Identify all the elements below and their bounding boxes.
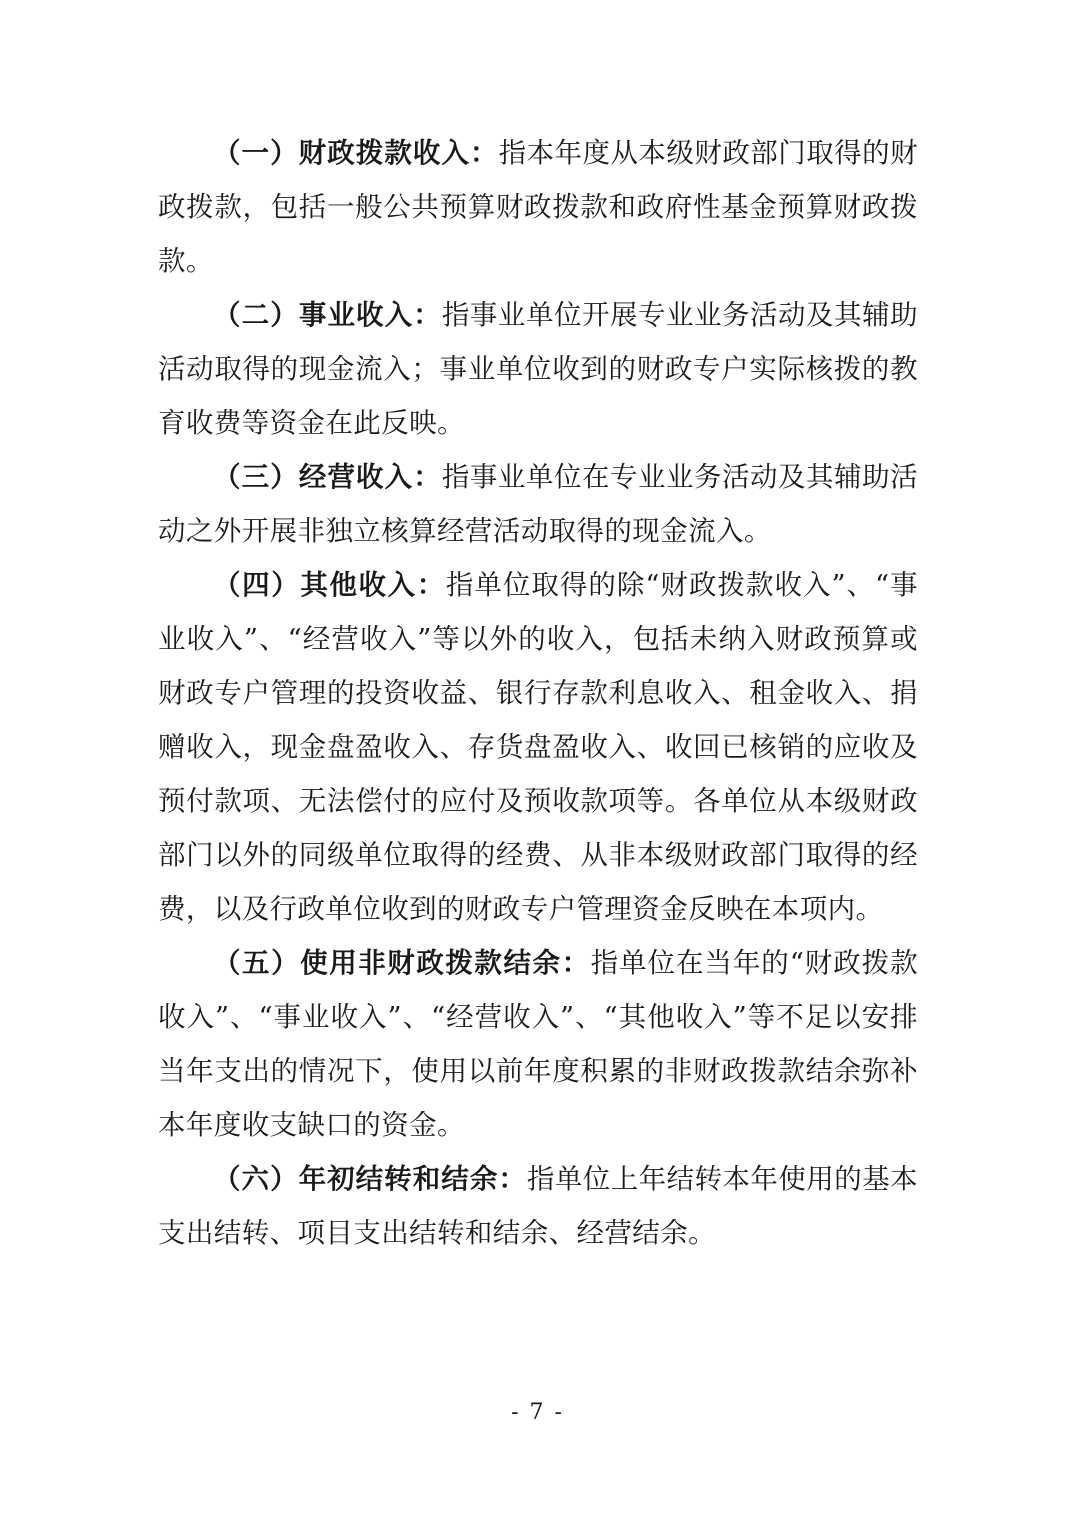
paragraph-3-body: 指事业单位在专业业务活动及其辅助活动之外开展非独立核算经营活动取得的现金流入。 [158,461,918,547]
paragraph-1-lead: （一）财政拨款收入： [213,137,499,169]
paragraph-1-body: 指本年度从本级财政部门取得的财政拨款，包括一般公共预算财政拨款和政府性基金预算财政拨款。 [158,137,918,277]
paragraph-6 [158,1152,918,1260]
paragraph-1 [158,126,918,288]
paragraph-5 [158,936,918,1152]
paragraph-3 [158,450,918,558]
paragraph-2-lead: （二）事业收入： [213,299,442,331]
paragraph-2 [158,288,918,450]
paragraph-2-body: 指事业单位开展专业业务活动及其辅助活动取得的现金流入；事业单位收到的财政专户实际核拨的教育收费等资金在此反映。 [158,299,918,439]
paragraph-4-lead: （四）其他收入： [213,569,446,601]
paragraph-3-lead: （三）经营收入： [213,461,442,493]
paragraph-6-lead: （六）年初结转和结余： [213,1163,527,1195]
paragraph-4 [158,558,918,936]
paragraph-5-lead: （五）使用非财政拨款结余： [213,947,591,979]
paragraph-5-body: 指单位在当年的“财政拨款收入”、“事业收入”、“经营收入”、“其他收入”等不足以安排当年支出的情况下，使用以前年度积累的非财政拨款结余弥补本年度收支缺口的资金。 [158,947,919,1141]
paragraph-6-body: 指单位上年结转本年使用的基本支出结转、项目支出结转和结余、经营结余。 [158,1163,919,1249]
paragraph-4-body: 指单位取得的除“财政拨款收入”、“事业收入”、“经营收入”等以外的收入，包括未纳入财政预算或财政专户管理的投资收益、银行存款利息收入、租金收入、捐赠收入，现金盘盈收入、存货盘盈收入、收回已核销的应收及预付款项、无法偿付的应付及预收款项等。各单位从本级财政部门以外的同级单位取得的经费、从非本级财政部门取得的经费，以及行政单位收到的财政专户管理资金反映在本项内。 [158,569,918,925]
document-body [158,126,918,1260]
page-number: - 7 - [511,1400,564,1425]
